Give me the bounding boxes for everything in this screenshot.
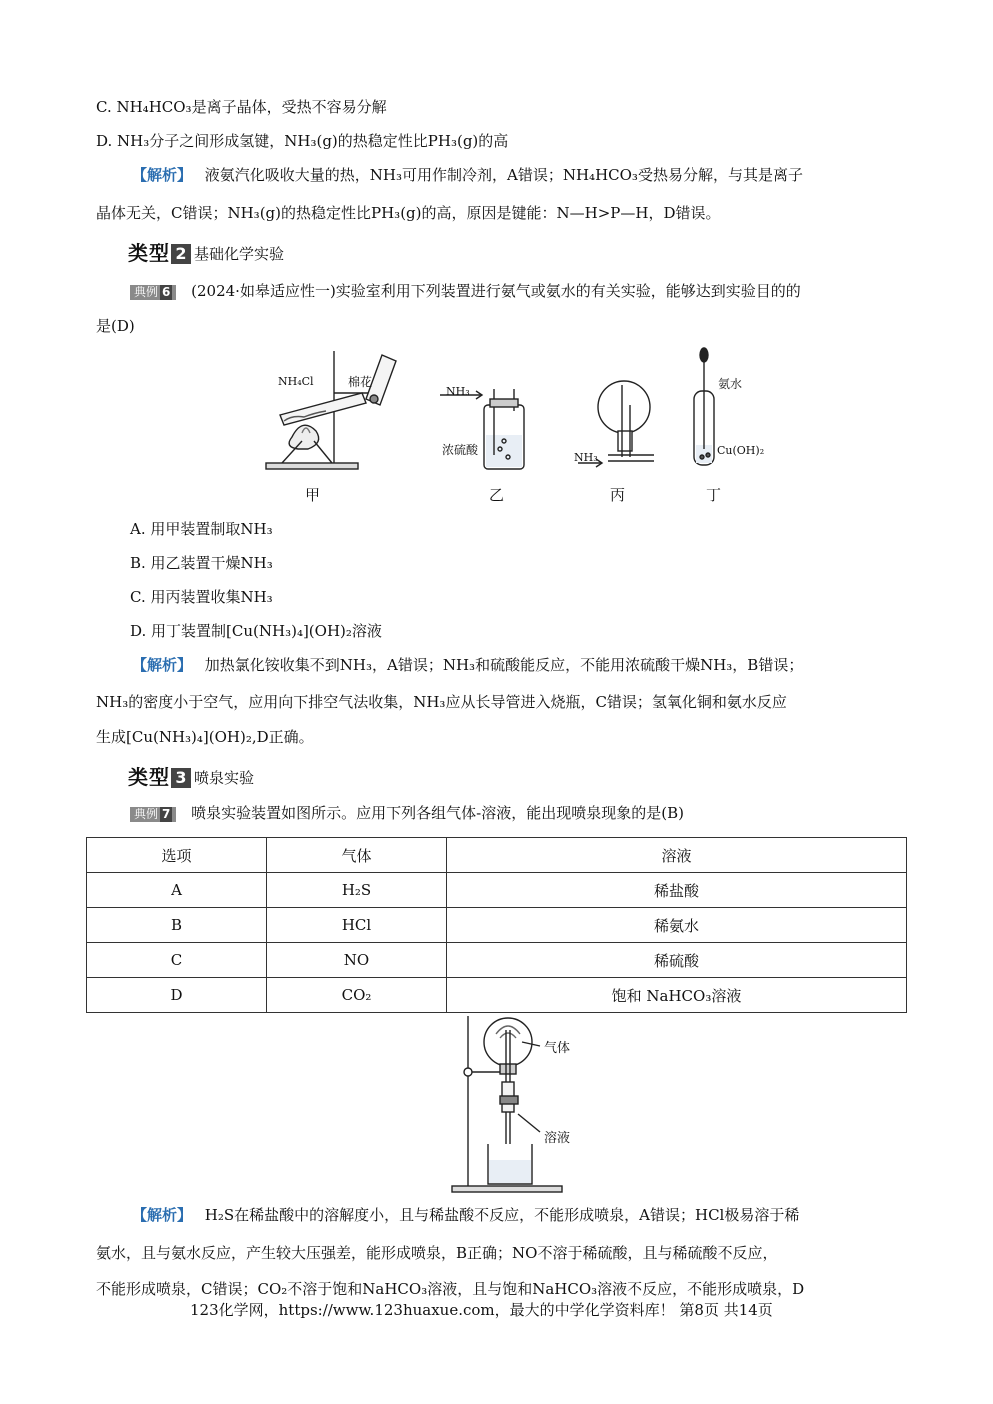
label-solution: 溶液 xyxy=(544,1131,571,1146)
table-cell: 稀盐酸 xyxy=(447,873,907,908)
option-b: B. 用乙装置干燥NH₃ xyxy=(130,554,273,572)
table-row xyxy=(87,943,907,978)
table-cell: HCl xyxy=(267,908,447,943)
analysis-text: 加热氯化铵收集不到NH₃，A错误；NH₃和硫酸能反应，不能用浓硫酸干燥NH₃，B错误； xyxy=(204,656,804,674)
section-title: 基础化学实验 xyxy=(194,245,285,263)
example-6-question xyxy=(130,281,801,301)
section-header-type3 xyxy=(128,761,254,790)
analysis-label: 【解析】 xyxy=(132,1206,193,1224)
option-c-prev: C. NH₄HCO₃是离子晶体，受热不容易分解 xyxy=(96,98,387,116)
table-cell: B xyxy=(87,908,267,943)
section-prefix: 类型 xyxy=(128,765,170,789)
analysis-label: 【解析】 xyxy=(132,656,193,674)
analysis-7-line2: 氨水，且与氨水反应，产生较大压强差，能形成喷泉，B正确；NO不溶于稀硫酸，且与稀硫酸不反应， xyxy=(96,1244,778,1262)
table-header-cell: 选项 xyxy=(87,838,267,873)
section-title: 喷泉实验 xyxy=(194,769,255,787)
table-cell: NO xyxy=(267,943,447,978)
label-cuoh2: Cu(OH)₂ xyxy=(717,444,765,457)
section-header-type2 xyxy=(128,237,284,266)
section-prefix: 类型 xyxy=(128,241,170,265)
analysis-text: H₂S在稀盐酸中的溶解度小，且与稀盐酸不反应，不能形成喷泉，A错误；HCl极易溶于稀 xyxy=(204,1206,800,1224)
example-7-question xyxy=(130,803,684,823)
analysis-text: 液氨汽化吸收大量的热，NH₃可用作制冷剂，A错误；NH₄HCO₃受热易分解，与其是离子 xyxy=(204,166,803,184)
apparatus-figure-6 xyxy=(262,345,782,475)
example-6-question-line2: 是(D) xyxy=(96,317,135,335)
table-row xyxy=(87,873,907,908)
fountain-apparatus-figure xyxy=(448,1012,598,1196)
table-cell: CO₂ xyxy=(267,978,447,1013)
table-cell: 稀氨水 xyxy=(447,908,907,943)
analysis-7-line3: 不能形成喷泉，C错误；CO₂不溶于饱和NaHCO₃溶液，且与饱和NaHCO₃溶液不反应，不能形成喷泉，D xyxy=(96,1280,805,1298)
page-footer: 123化学网，https://www.123huaxue.com，最大的中学化学资料库！ 第8页 共14页 xyxy=(190,1301,773,1319)
table-header-cell: 溶液 xyxy=(447,838,907,873)
table-cell: H₂S xyxy=(267,873,447,908)
label-gas: 气体 xyxy=(544,1041,571,1056)
label-ammonia: 氨水 xyxy=(718,377,743,391)
caption-bing: 丙 xyxy=(610,486,626,504)
question-text: 喷泉实验装置如图所示。应用下列各组气体-溶液，能出现喷泉现象的是(B) xyxy=(191,804,684,822)
caption-yi: 乙 xyxy=(489,486,505,504)
option-d: D. 用丁装置制[Cu(NH₃)₄](OH)₂溶液 xyxy=(130,622,382,640)
option-d-prev: D. NH₃分子之间形成氢键，NH₃(g)的热稳定性比PH₃(g)的高 xyxy=(96,132,509,150)
options-table xyxy=(86,837,907,1013)
label-nh3-b: NH₃ xyxy=(446,385,470,398)
analysis-label: 【解析】 xyxy=(132,166,193,184)
label-nh3-c: NH₃ xyxy=(574,451,598,464)
table-cell: D xyxy=(87,978,267,1013)
table-row xyxy=(87,908,907,943)
example-badge: 典例 6 xyxy=(130,285,176,300)
section-number: 3 xyxy=(171,768,191,788)
analysis-6-line3: 生成[Cu(NH₃)₄](OH)₂,D正确。 xyxy=(96,728,314,746)
option-a: A. 用甲装置制取NH₃ xyxy=(130,520,273,538)
caption-ding: 丁 xyxy=(706,486,722,504)
analysis-5-line2: 晶体无关，C错误；NH₃(g)的热稳定性比PH₃(g)的高，原因是键能：N—H>P—H，D错误。 xyxy=(96,204,721,222)
option-c: C. 用丙装置收集NH₃ xyxy=(130,588,273,606)
label-nh4cl: NH₄Cl xyxy=(278,375,314,388)
caption-jia: 甲 xyxy=(305,486,321,504)
table-header-cell: 气体 xyxy=(267,838,447,873)
example-badge: 典例 7 xyxy=(130,807,176,822)
table-cell: C xyxy=(87,943,267,978)
table-cell: A xyxy=(87,873,267,908)
table-header-row xyxy=(87,838,907,873)
analysis-6-line2: NH₃的密度小于空气，应用向下排空气法收集，NH₃应从长导管进入烧瓶，C错误；氢氧化铜和氨水反应 xyxy=(96,693,787,711)
label-cotton: 棉花 xyxy=(348,375,373,389)
analysis-5-line1 xyxy=(132,165,803,185)
section-number: 2 xyxy=(171,244,191,264)
label-h2so4: 浓硫酸 xyxy=(442,443,479,457)
analysis-6-line1 xyxy=(132,655,803,675)
table-cell: 稀硫酸 xyxy=(447,943,907,978)
table-row xyxy=(87,978,907,1013)
analysis-7-line1 xyxy=(132,1205,799,1225)
table-cell: 饱和 NaHCO₃溶液 xyxy=(447,978,907,1013)
question-text: (2024·如皋适应性一)实验室利用下列装置进行氨气或氨水的有关实验，能够达到实验目的的 xyxy=(191,282,801,300)
